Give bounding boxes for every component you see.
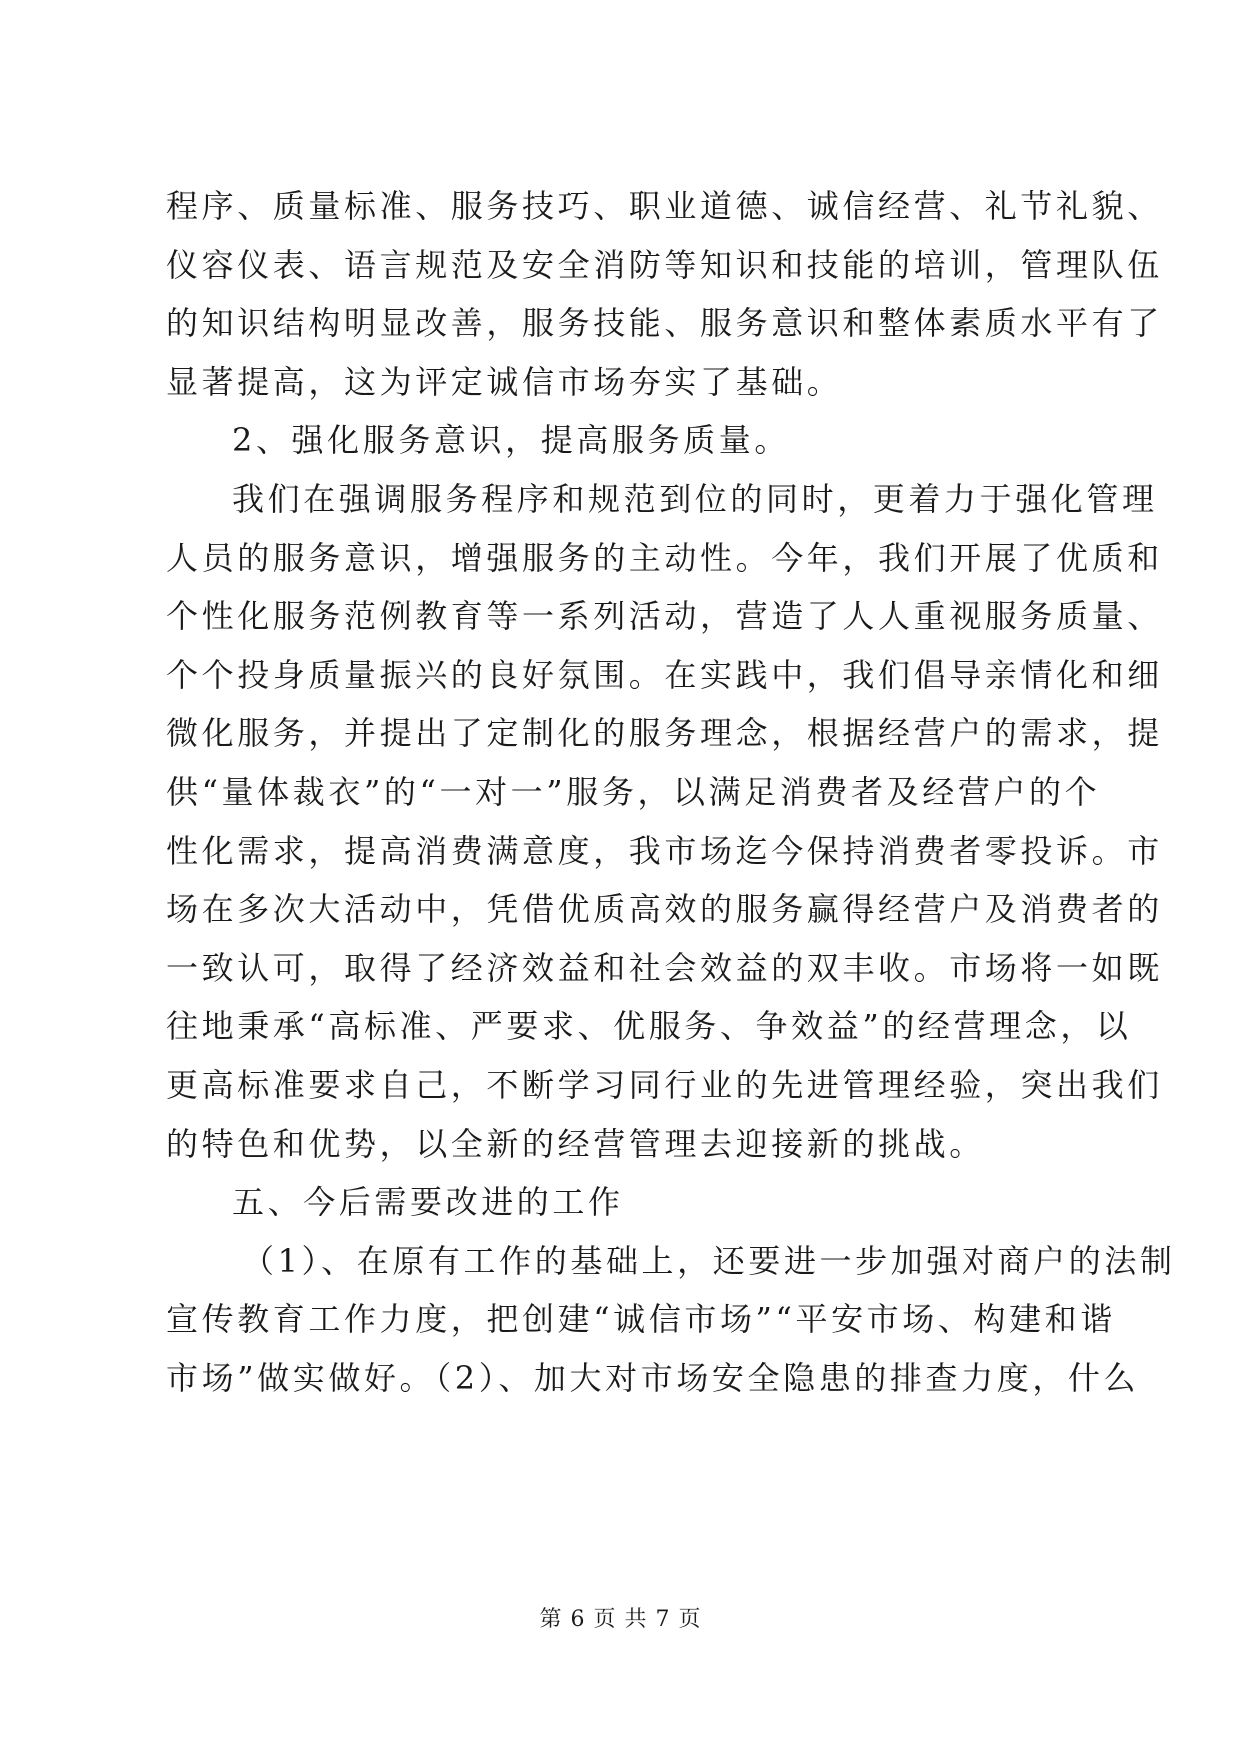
- text-line: 更高标准要求自己，不断学习同行业的先进管理经验，突出我们: [166, 1065, 1163, 1104]
- text-line: 供“量体裁衣”的“一对一”服务，以满足消费者及经营户的个: [166, 772, 1101, 811]
- text-line: 场在多次大活动中，凭借优质高效的服务赢得经营户及消费者的: [166, 890, 1163, 929]
- text-line: 程序、质量标准、服务技巧、职业道德、诚信经营、礼节礼貌、: [166, 187, 1163, 225]
- paragraph-start: （1）、在原有工作的基础上，还要进一步加强对商户的法制: [242, 1241, 1176, 1280]
- section-heading-2: 2、强化服务意识，提高服务质量。: [232, 421, 790, 460]
- text-line: 个个投身质量振兴的良好氛围。在实践中，我们倡导亲情化和细: [166, 655, 1163, 694]
- text-line: 往地秉承“高标准、严要求、优服务、争效益”的经营理念，以: [166, 1007, 1132, 1046]
- text-line: 个性化服务范例教育等一系列活动，营造了人人重视服务质量、: [166, 597, 1163, 636]
- section-heading-5: 五、今后需要改进的工作: [232, 1183, 624, 1222]
- text-line: 仪容仪表、语言规范及安全消防等知识和技能的培训，管理队伍: [166, 245, 1163, 284]
- text-line: 性化需求，提高消费满意度，我市场迄今保持消费者零投诉。市: [166, 831, 1163, 870]
- text-line: 的特色和优势，以全新的经营管理去迎接新的挑战。: [166, 1124, 985, 1163]
- paragraph-start: 我们在强调服务程序和规范到位的同时，更着力于强化管理: [232, 479, 1158, 518]
- text-line: 一致认可，取得了经济效益和社会效益的双丰收。市场将一如既: [166, 948, 1163, 987]
- text-line: 人员的服务意识，增强服务的主动性。今年，我们开展了优质和: [166, 538, 1163, 577]
- page-number-label: 第 6 页 共 7 页: [539, 1607, 702, 1632]
- document-body: [166, 177, 1176, 1407]
- text-line: 市场”做实做好。（2）、加大对市场安全隐患的排查力度，什么: [166, 1358, 1140, 1397]
- text-line: 微化服务，并提出了定制化的服务理念，根据经营户的需求，提: [166, 714, 1163, 753]
- text-line: 显著提高，这为评定诚信市场夯实了基础。: [166, 362, 843, 401]
- text-line: 的知识结构明显改善，服务技能、服务意识和整体素质水平有了: [166, 304, 1163, 343]
- page-footer: [0, 1602, 1241, 1633]
- text-line: 宣传教育工作力度，把创建“诚信市场”“平安市场、构建和谐: [166, 1300, 1116, 1339]
